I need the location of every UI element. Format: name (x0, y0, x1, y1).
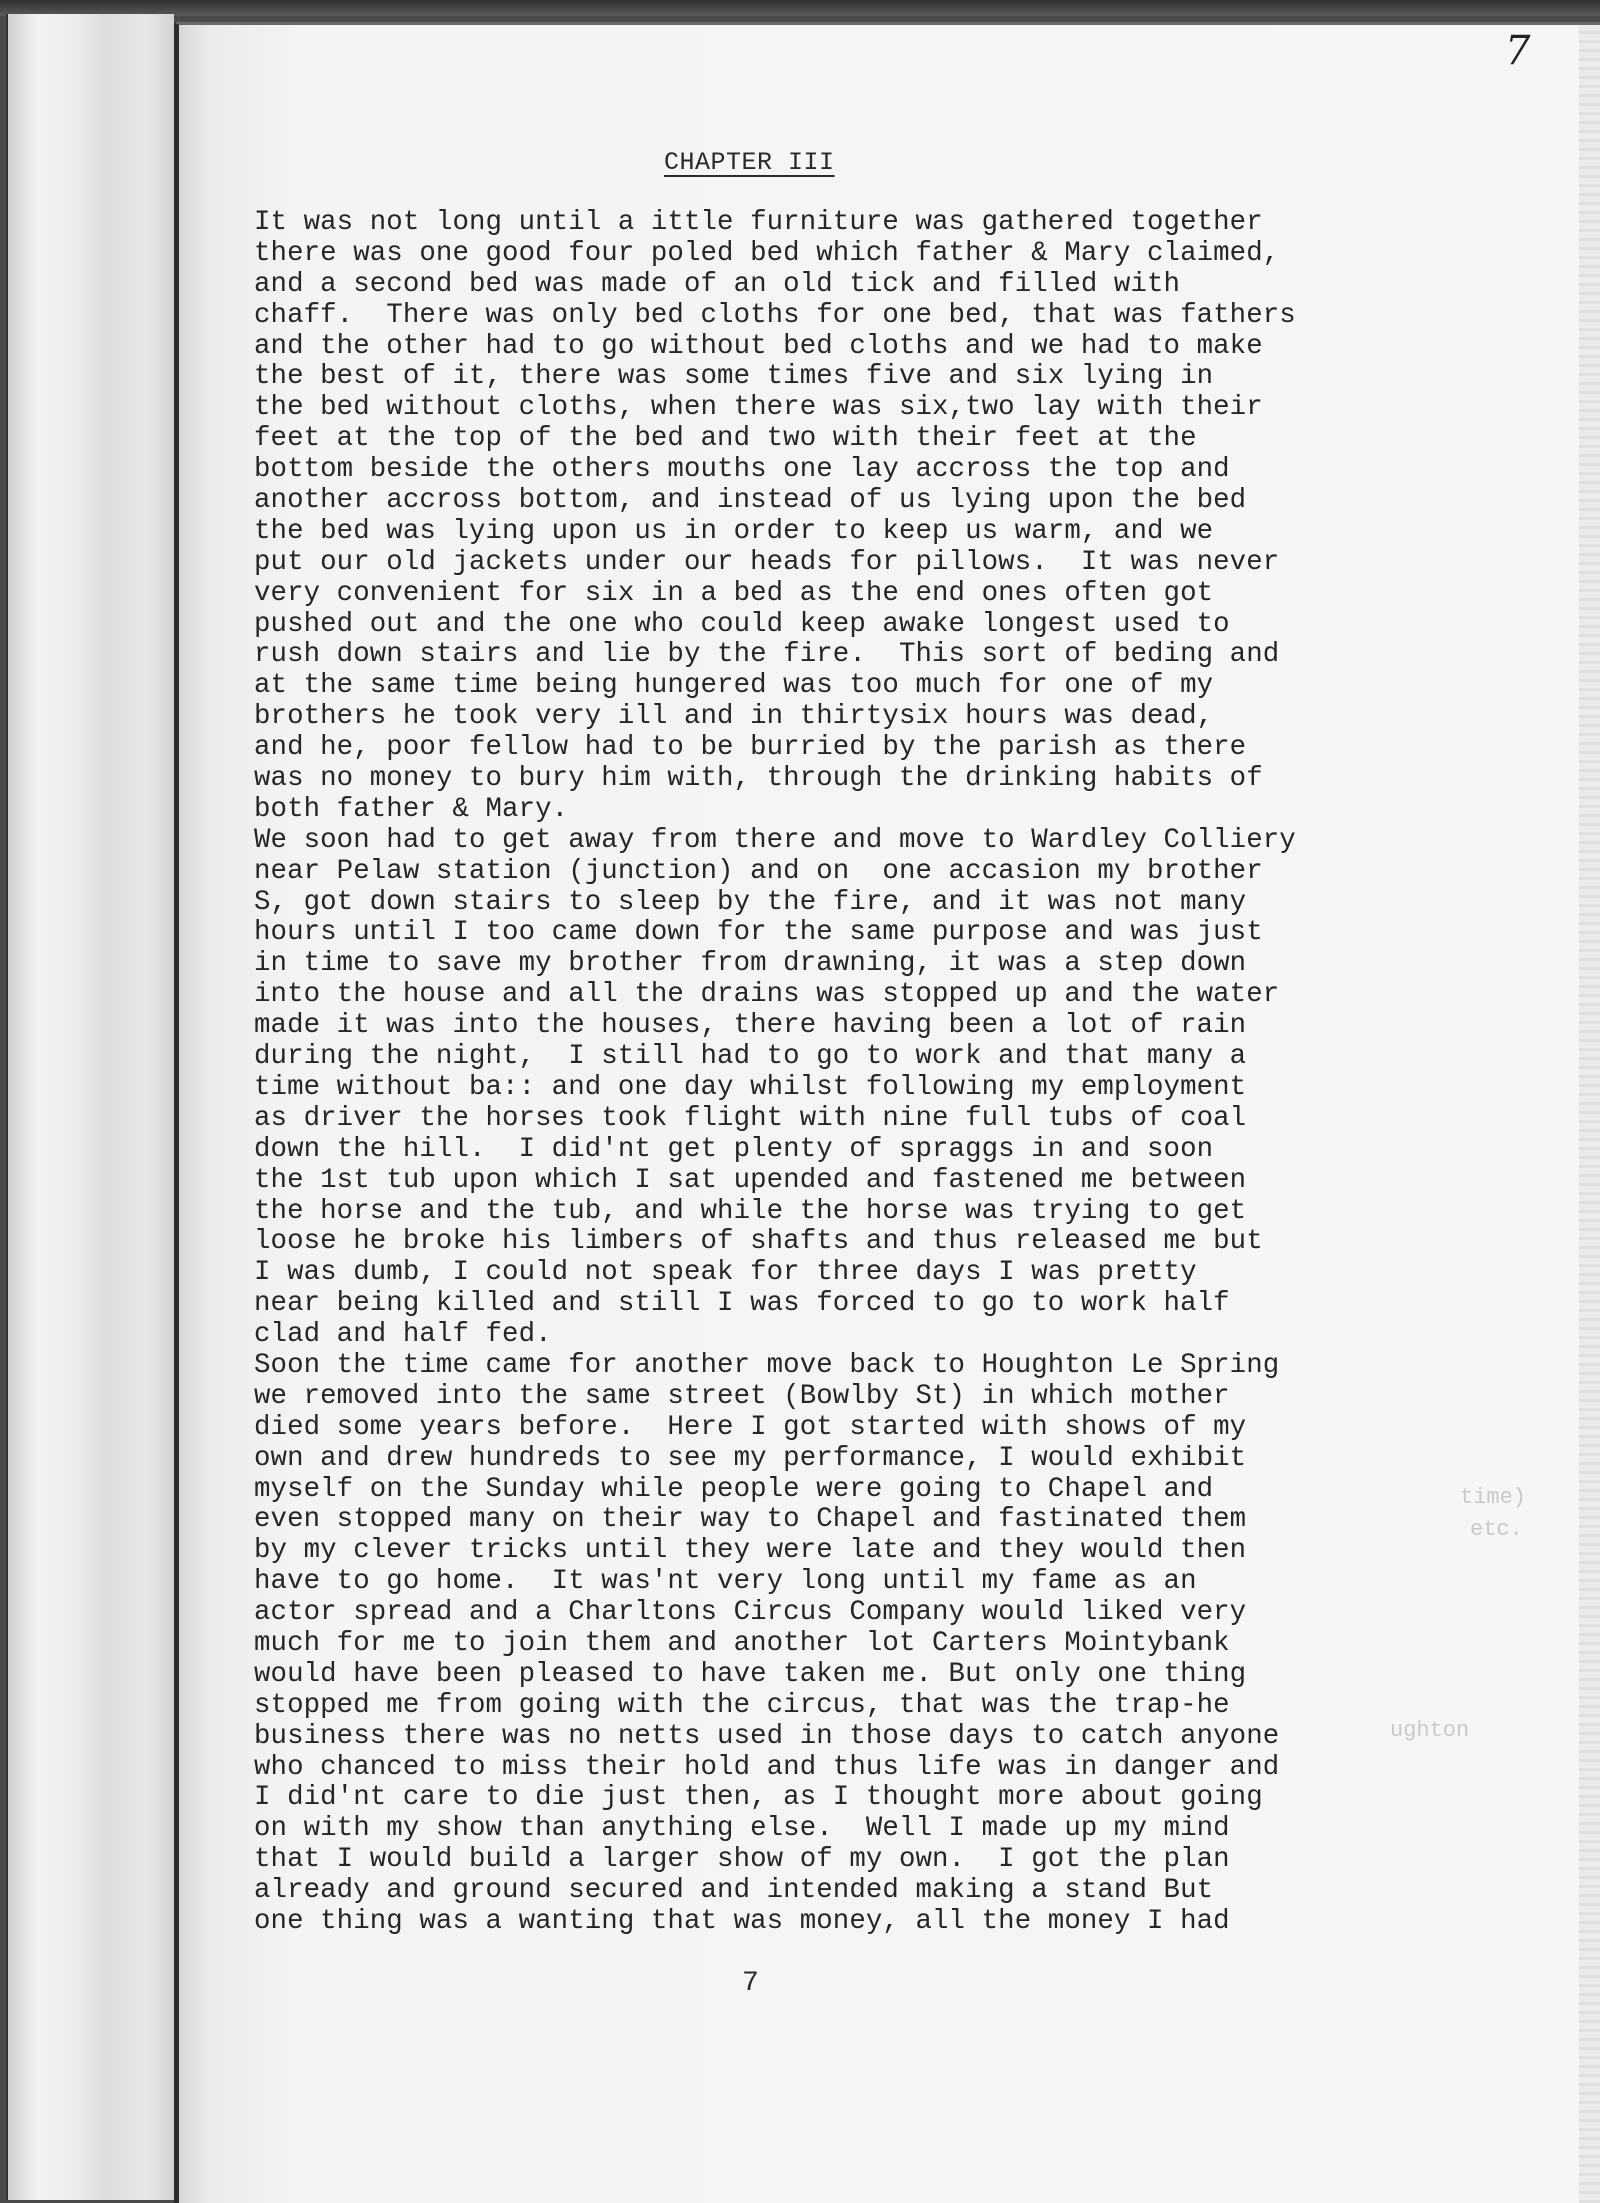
text-line: stopped me from going with the circus, that was the trap-he (254, 1689, 1230, 1721)
text-line: myself on the Sunday while people were going to Chapel and (254, 1473, 1214, 1505)
text-line: and he, poor fellow had to be burried by the parish as there (254, 732, 1247, 764)
text-line: we removed into the same street (Bowlby St) in which mother (254, 1380, 1230, 1412)
page-right-edge (1579, 25, 1600, 2203)
text-line: We soon had to get away from there and move to Wardley Colliery (254, 824, 1296, 856)
text-line: rush down stairs and lie by the fire. This sort of beding and (254, 639, 1280, 671)
text-line: one thing was a wanting that was money, all the money I had (254, 1905, 1230, 1937)
text-line: loose he broke his limbers of shafts and thus released me but (254, 1226, 1263, 1258)
text-line: died some years before. Here I got started with shows of my (254, 1411, 1247, 1443)
text-line: I did'nt care to die just then, as I thought more about going (254, 1782, 1263, 1814)
text-line: the bed without cloths, when there was six,two lay with their (254, 392, 1263, 424)
text-line: I was dumb, I could not speak for three days I was pretty (254, 1257, 1197, 1289)
text-line: who chanced to miss their hold and thus life was in danger and (254, 1751, 1280, 1783)
scan-top-shadow (0, 0, 1600, 16)
text-line: very convenient for six in a bed as the end ones often got (254, 577, 1214, 609)
text-line: Soon the time came for another move back to Houghton Le Spring (254, 1349, 1280, 1381)
text-line: made it was into the houses, there having been a lot of rain (254, 1010, 1247, 1042)
text-line: near Pelaw station (junction) and on one accasion my brother (254, 855, 1263, 887)
text-line: on with my show than anything else. Well I made up my mind (254, 1813, 1230, 1845)
text-line: in time to save my brother from drawning, it was a step down (254, 948, 1247, 980)
text-line: much for me to join them and another lot Carters Mointybank (254, 1627, 1230, 1659)
text-line: another accross bottom, and instead of us lying upon the bed (254, 485, 1247, 517)
footer-page-number: 7 (742, 1968, 759, 1999)
text-line: the 1st tub upon which I sat upended and fastened me between (254, 1164, 1247, 1196)
text-line: business there was no netts used in those days to catch anyone (254, 1720, 1280, 1752)
bleed-through-text: etc. (1470, 1517, 1523, 1542)
text-line: by my clever tricks until they were late and they would then (254, 1535, 1247, 1567)
text-line: pushed out and the one who could keep awake longest used to (254, 608, 1230, 640)
text-line: own and drew hundreds to see my performance, I would exhibit (254, 1442, 1247, 1474)
text-line: clad and half fed. (254, 1319, 552, 1351)
text-line: would have been pleased to have taken me. But only one thing (254, 1658, 1247, 1690)
book-gutter (106, 14, 174, 2200)
text-line: S, got down stairs to sleep by the fire, and it was not many (254, 886, 1247, 918)
text-line: feet at the top of the bed and two with their feet at the (254, 423, 1197, 455)
text-line: bottom beside the others mouths one lay accross the top and (254, 454, 1230, 486)
text-line: both father & Mary. (254, 793, 569, 825)
text-line: the horse and the tub, and while the horse was trying to get (254, 1195, 1247, 1227)
text-line: It was not long until a ittle furniture was gathered together (254, 207, 1263, 238)
text-line: there was one good four poled bed which father & Mary claimed, (254, 237, 1280, 269)
body-text (254, 208, 1474, 1938)
text-line: as driver the horses took flight with nine full tubs of coal (254, 1102, 1247, 1134)
text-line: actor spread and a Charltons Circus Company would liked very (254, 1597, 1247, 1629)
text-line: was no money to bury him with, through the drinking habits of (254, 763, 1263, 795)
text-line: put our old jackets under our heads for pillows. It was never (254, 546, 1280, 578)
text-line: during the night, I still had to go to work and that many a (254, 1041, 1247, 1073)
text-line: time without ba:: and one day whilst following my employment (254, 1071, 1247, 1103)
text-line: down the hill. I did'nt get plenty of spraggs in and soon (254, 1133, 1214, 1165)
chapter-title: CHAPTER III (664, 148, 835, 177)
text-line: that I would build a larger show of my own. I got the plan (254, 1844, 1230, 1876)
text-line: chaff. There was only bed cloths for one bed, that was fathers (254, 299, 1296, 331)
text-line: have to go home. It was'nt very long until my fame as an (254, 1566, 1197, 1598)
text-line: and a second bed was made of an old tick and filled with (254, 268, 1181, 300)
text-line: at the same time being hungered was too much for one of my (254, 670, 1214, 702)
bleed-through-text: ughton (1390, 1718, 1470, 1743)
text-line: hours until I too came down for the same purpose and was just (254, 917, 1263, 949)
text-line: the best of it, there was some times five and six lying in (254, 361, 1214, 393)
handwritten-page-number: 7 (1505, 28, 1531, 74)
bleed-through-text: time) (1460, 1485, 1527, 1510)
text-line: into the house and all the drains was stopped up and the water (254, 979, 1280, 1011)
text-line: near being killed and still I was forced to go to work half (254, 1288, 1230, 1320)
text-line: already and ground secured and intended making a stand But (254, 1875, 1214, 1907)
text-line: even stopped many on their way to Chapel and fastinated them (254, 1504, 1247, 1536)
left-page-edge (6, 14, 108, 2200)
text-line: and the other had to go without bed cloths and we had to make (254, 330, 1263, 362)
text-line: the bed was lying upon us in order to keep us warm, and we (254, 515, 1214, 547)
text-line: brothers he took very ill and in thirtysix hours was dead, (254, 701, 1214, 733)
